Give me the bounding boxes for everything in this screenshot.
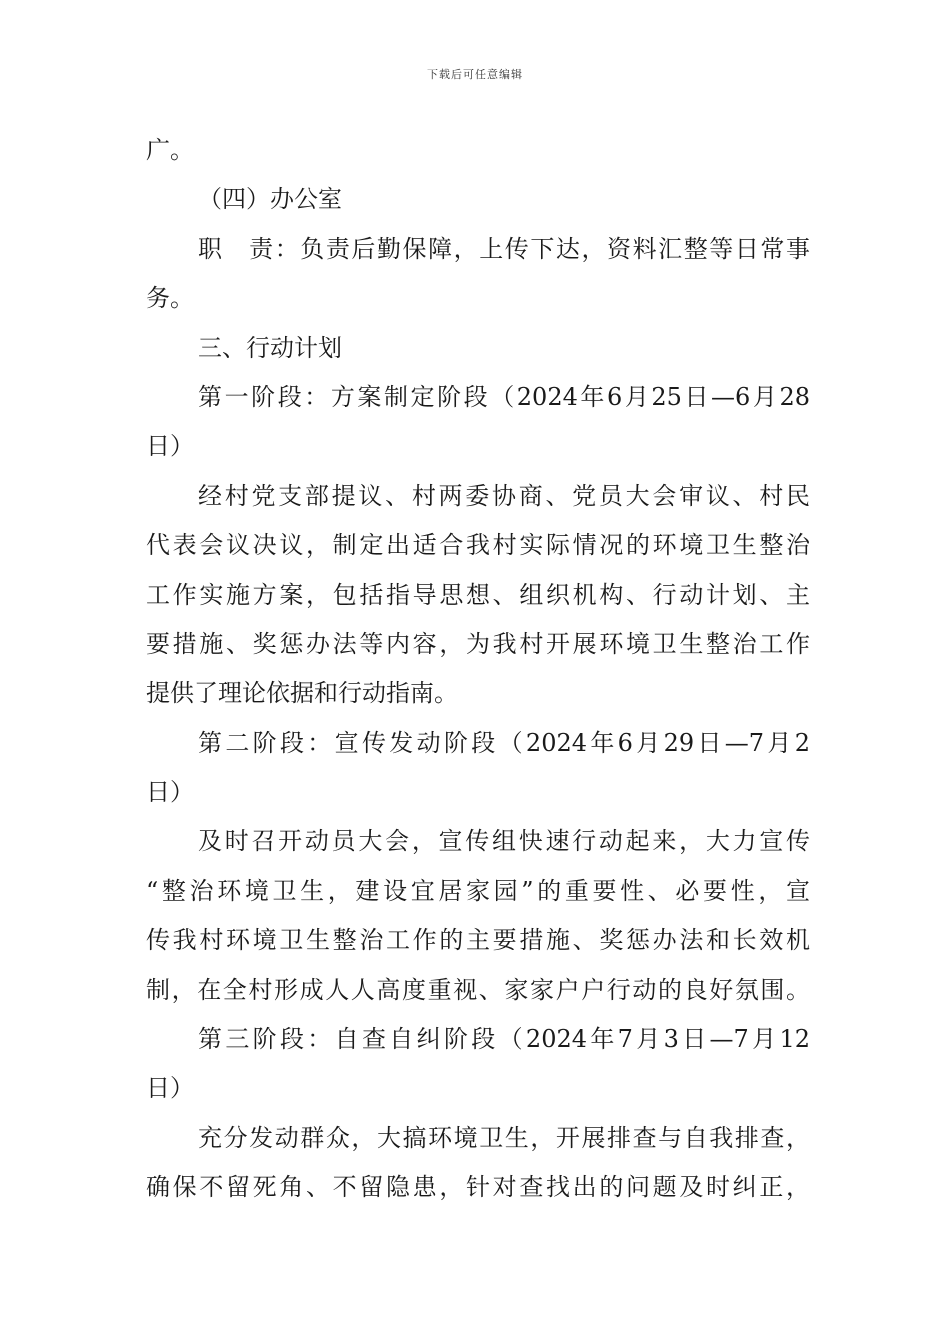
text-line: 制，在全村形成人人高度重视、家家户户行动的良好氛围。 [146, 975, 810, 1004]
text-line: 广。 [146, 136, 194, 164]
page-header: 下载后可任意编辑 [427, 68, 523, 81]
phase-two-heading: 第二阶段：宣传发动阶段（2024年6月29日—7月2 [198, 728, 810, 757]
text-line: 经村党支部提议、村两委协商、党员大会审议、村民 [198, 481, 810, 510]
text-line: “整治环境卫生，建设宜居家园”的重要性、必要性，宣 [146, 876, 810, 905]
text-line: 确保不留死角、不留隐患，针对查找出的问题及时纠正， [146, 1173, 810, 1202]
text-line: 传我村环境卫生整治工作的主要措施、奖惩办法和长效机 [146, 926, 810, 955]
text-line: 提供了理论依据和行动指南。 [146, 679, 458, 708]
text-line: 及时召开动员大会，宣传组快速行动起来，大力宣传 [198, 827, 810, 856]
phase-one-heading: 第一阶段：方案制定阶段（2024年6月25日—6月28 [198, 382, 810, 411]
section-heading-office: （四）办公室 [198, 185, 342, 214]
document-body [146, 126, 810, 1213]
text-line: 工作实施方案，包括指导思想、组织机构、行动计划、主 [146, 580, 810, 609]
text-line: 职 责：负责后勤保障，上传下达，资料汇整等日常事 [198, 234, 810, 263]
phase-three-heading: 第三阶段：自查自纠阶段（2024年7月3日—7月12 [198, 1025, 810, 1054]
section-heading-action-plan: 三、行动计划 [198, 333, 342, 362]
text-line: 务。 [146, 284, 194, 313]
text-line: 日） [146, 432, 194, 461]
text-line: 充分发动群众，大搞环境卫生，开展排查与自我排查， [198, 1123, 810, 1152]
text-line: 代表会议决议，制定出适合我村实际情况的环境卫生整治 [146, 531, 810, 560]
text-line: 日） [146, 778, 194, 807]
text-line: 要措施、奖惩办法等内容，为我村开展环境卫生整治工作 [146, 629, 810, 658]
text-line: 日） [146, 1074, 194, 1103]
